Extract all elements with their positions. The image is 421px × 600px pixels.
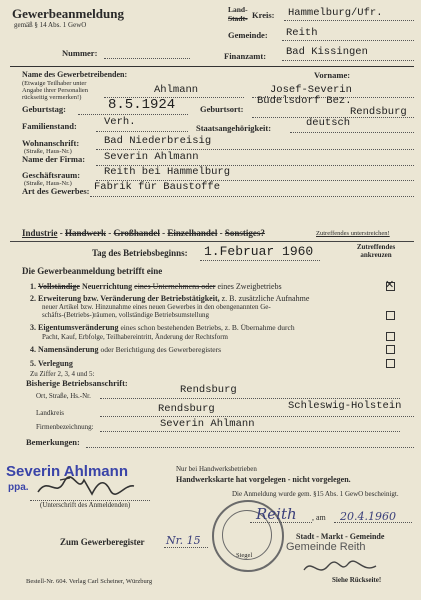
staatsangehoerigkeit-value: deutsch	[306, 117, 351, 129]
register-line	[164, 547, 208, 548]
header-divider	[10, 66, 414, 67]
underline-note: Zutreffendes unterstreichen!	[316, 230, 390, 237]
company-stamp: Severin Ahlmann	[6, 463, 128, 480]
item-5-bold: Verlegung	[38, 359, 73, 368]
date-signature: 20.4.1960	[340, 510, 396, 523]
register-value: Nr. 15	[166, 534, 201, 547]
item-2-line-2: neuer Artikel bzw. Hinzunahme eines neuen Gewerbes in den obengenannten Ge-	[42, 303, 271, 311]
ort-sign-line	[250, 522, 312, 523]
geschaeftsraum-label: Geschäftsraum:	[22, 170, 81, 180]
industrie-option: Industrie	[22, 228, 58, 238]
ziffer-note: Zu Ziffer 2, 3, 4 und 5:	[30, 370, 95, 378]
item-2-line-3: schäfts-(Betriebs-)räumen, vollständige Betriebsumstellung	[42, 311, 209, 319]
item-3	[30, 323, 295, 332]
form-title: Gewerbeanmeldung	[12, 6, 124, 21]
geburtsort-value: Büdelsdorf Bez.	[257, 95, 352, 107]
land-label: Land-	[228, 5, 248, 14]
date-line	[334, 522, 412, 523]
checkbox-2[interactable]	[386, 311, 395, 320]
item-3-line-2: Pacht, Kauf, Erbfolge, Teilhabereintritt, Änderung der Rechtsform	[42, 333, 228, 341]
ort-label: Ort, Straße, Hs.-Nr.	[36, 392, 91, 400]
geburtstag-label: Geburtstag:	[22, 104, 66, 114]
bisherige-title: Bisherige Betriebsanschrift:	[26, 378, 128, 388]
geschaeftsraum-note: (Straße, Haus-Nr.)	[24, 180, 72, 187]
name-note: (Etwaige Teilhaber unter Angabe ihrer Personalien rückseitig vermerken!)	[22, 80, 89, 101]
item-1-num: 1.	[30, 282, 36, 291]
kreis-line	[284, 20, 414, 21]
kreis-value: Hammelburg/Ufr.	[288, 7, 383, 19]
name-value: Ahlmann	[154, 84, 199, 96]
rueckseite-note: Siehe Rückseite!	[332, 576, 382, 584]
gewerbe-label: Art des Gewerbes:	[22, 186, 90, 196]
vorname-label: Vorname:	[314, 70, 351, 80]
sep-3: -	[162, 228, 166, 238]
land-value: Schleswig-Holstein	[288, 400, 402, 412]
familienstand-value: Verh.	[104, 116, 136, 128]
geburtstag-value: 8.5.1924	[108, 97, 176, 113]
item-4	[30, 345, 221, 354]
signature-caption: (Unterschrift des Anmeldenden)	[40, 501, 131, 509]
item-2	[30, 294, 309, 303]
finanzamt-value: Bad Kissingen	[286, 46, 368, 58]
item-1	[30, 282, 282, 291]
geburtstag-line	[78, 114, 188, 115]
item-5	[30, 359, 73, 368]
kreis-label: Kreis:	[252, 10, 275, 20]
einzelhandel-option: Einzelhandel	[167, 228, 218, 238]
checkbox-5[interactable]	[386, 359, 395, 368]
geschaeftsraum-value: Reith bei Hammelburg	[104, 166, 231, 178]
stadt-markt-label: Stadt - Markt - Gemeinde	[296, 532, 385, 541]
geburtsort-value-2: Rendsburg	[350, 106, 407, 118]
familienstand-label: Familienstand:	[22, 121, 77, 131]
item-1-c: eines Unternehmens oder	[134, 282, 216, 291]
finanzamt-line	[282, 60, 414, 61]
bestell-note: Bestell-Nr. 604. Verlag Carl Scheiner, Würzburg	[26, 578, 153, 585]
sep-4: -	[219, 228, 223, 238]
sep-1: -	[59, 228, 63, 238]
grosshandel-option: Großhandel	[113, 228, 160, 238]
wohnanschrift-label: Wohnanschrift:	[22, 138, 80, 148]
ort-value: Rendsburg	[180, 384, 237, 396]
am-label: , am	[312, 513, 326, 522]
checkbox-4[interactable]	[386, 345, 395, 354]
siegel-label: Siegel	[236, 552, 253, 559]
ort-line	[100, 398, 400, 399]
familienstand-line	[96, 131, 188, 132]
item-3-bold: Eigentumsveränderung	[38, 323, 119, 332]
landkreis-value: Rendsburg	[158, 403, 215, 415]
gewerbe-value: Fabrik für Baustoffe	[94, 181, 221, 193]
checkbox-3[interactable]	[386, 332, 395, 341]
bemerkungen-label: Bemerkungen:	[26, 437, 80, 447]
bez-value: Severin Ahlmann	[160, 418, 255, 430]
number-label: Nummer:	[62, 48, 98, 58]
vorname-value: Josef-Severin	[270, 84, 352, 96]
staatsangehoerigkeit-line	[290, 132, 414, 133]
gemeinde-line	[282, 40, 414, 41]
beginn-label: Tag des Betriebsbeginns:	[92, 248, 188, 258]
finanzamt-label: Finanzamt:	[224, 51, 267, 61]
firma-value: Severin Ahlmann	[104, 151, 199, 163]
bescheinigung: Die Anmeldung wurde gem. §15 Abs. 1 GewO bescheinigt.	[232, 490, 399, 498]
hw-note: Nur bei Handwerksbetrieben	[176, 465, 257, 473]
geburtsort-label: Geburtsort:	[200, 104, 244, 114]
wohnanschrift-note: (Straße, Haus-Nr.)	[24, 148, 72, 155]
bemerkungen-line	[86, 447, 414, 448]
item-2-rest: z. B. zusätzliche Aufnahme	[221, 294, 310, 303]
item-3-num: 3.	[30, 323, 36, 332]
item-4-bold: Namensänderung	[38, 345, 99, 354]
item-1-a: Vollständige	[38, 282, 80, 291]
register-label: Zum Gewerberegister	[60, 537, 145, 547]
stadt-label: Stadt-	[228, 14, 248, 23]
ort-signature: Reith	[256, 505, 297, 523]
ppa-stamp: ppa.	[8, 482, 29, 493]
sep-2: -	[108, 228, 112, 238]
number-line	[104, 58, 190, 59]
checkbox-1-mark: ✕	[385, 278, 395, 291]
item-1-b: Neuerrichtung	[81, 282, 133, 291]
wohnanschrift-line	[96, 149, 414, 150]
signature-image	[34, 472, 144, 500]
hw-text: Handwerkskarte hat vorgelegen - nicht vorgelegen.	[176, 475, 351, 484]
item-2-num: 2.	[30, 294, 36, 303]
name-label: Name des Gewerbetreibenden:	[22, 70, 128, 79]
landkreis-label: Landkreis	[36, 409, 64, 417]
gemeinde-label: Gemeinde:	[228, 30, 268, 40]
item-3-rest: eines schon bestehenden Betriebs, z. B. Übernahme durch	[120, 323, 295, 332]
item-1-d: eines Zweigbetriebs	[217, 282, 282, 291]
form-subtitle: gemäß § 14 Abs. 1 GewO	[14, 21, 87, 29]
beginn-line	[200, 260, 320, 261]
staatsangehoerigkeit-label: Staatsangehörigkeit:	[196, 123, 272, 133]
wohnanschrift-value: Bad Niederbreisig	[104, 135, 212, 147]
item-4-num: 4.	[30, 345, 36, 354]
bez-line	[100, 431, 400, 432]
gewerbe-line	[90, 196, 414, 197]
industry-divider	[10, 241, 414, 242]
handwerk-option: Handwerk	[65, 228, 107, 238]
ankreuzen-note: Zutreffendes ankreuzen	[356, 243, 396, 259]
item-4-rest: oder Berichtigung des Gewerberegisters	[100, 345, 222, 354]
firma-label: Name der Firma:	[22, 154, 86, 164]
gemeinde-value: Reith	[286, 27, 318, 39]
beginn-value: 1.Februar 1960	[204, 244, 314, 259]
gemeinde-stamp: Gemeinde Reith	[286, 541, 366, 553]
landkreis-line	[100, 416, 414, 417]
betrifft-title: Die Gewerbeanmeldung betrifft eine	[22, 266, 163, 276]
item-5-num: 5.	[30, 359, 36, 368]
bez-label: Firmenbezeichnung:	[36, 423, 94, 431]
item-2-bold: Erweiterung bzw. Veränderung der Betriebstätigkeit,	[38, 294, 220, 303]
sonstiges-option: Sonstiges?	[224, 228, 265, 238]
industry-row	[22, 228, 265, 238]
